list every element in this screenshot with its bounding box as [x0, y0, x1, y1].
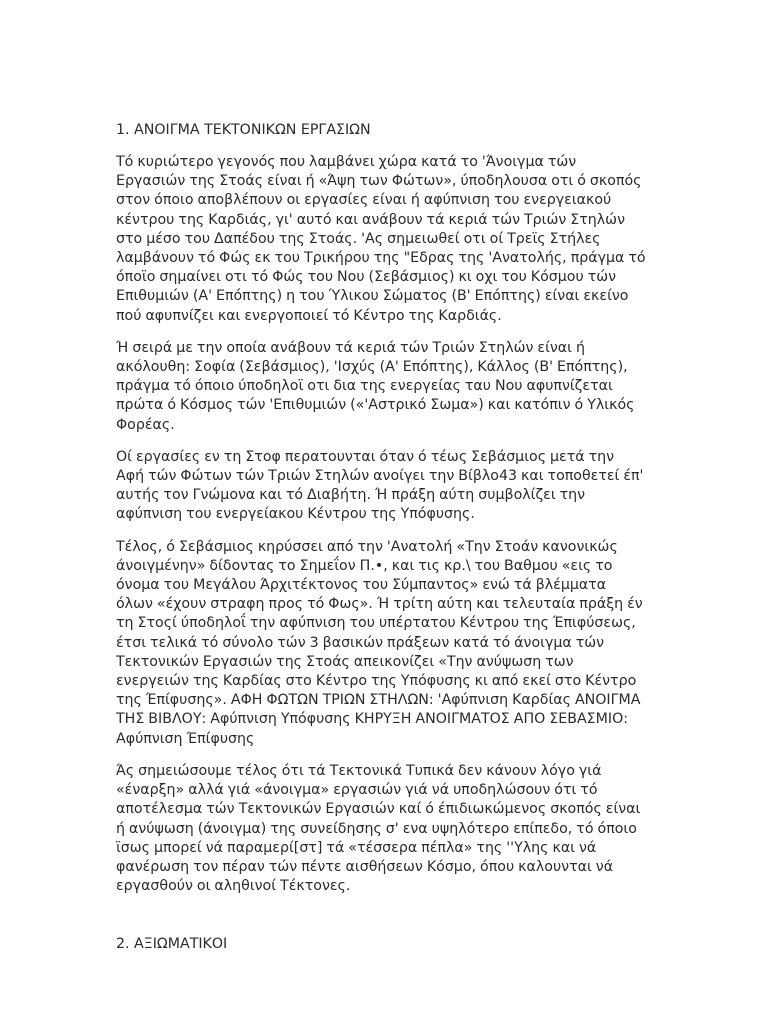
section-2-heading: 2. ΑΞΙΩΜΑΤΙΚΟΙ	[116, 936, 228, 952]
paragraph-4	[116, 538, 676, 749]
text-line: ϊσως μπορεί νά παραμερί[στ] τά «τέσσερα πέπλα» της ''Υλης και νά	[116, 839, 597, 856]
paragraph-2	[116, 339, 676, 435]
text-line: όνομα του Μεγάλου Άρχιτέκτονος του Σύμπαντος» ενώ τά βλέμματα	[116, 577, 607, 594]
text-line: λαμβάνουν τό Φώς εκ του Τρικήρου της "Εδρας της 'Ανατολής, πράγμα τό	[116, 250, 646, 267]
text-line: πρώτα ό Κόσμος τών 'Επιθυμιών («'Αστρικό Σωμα») και κατόπιν ό Υλικός	[116, 397, 635, 414]
text-line: στον όποιο αποβλέπουν οι εργασίες είναι ή αφύπνιση του ενεργειακού	[116, 192, 612, 209]
section-1-heading: 1. ΑΝΟΙΓΜΑ ΤΕΚΤΟΝΙΚΩΝ ΕΡΓΑΣΙΩΝ	[116, 122, 371, 138]
document-body	[116, 121, 676, 909]
text-line: Φορέας.	[116, 416, 175, 433]
text-line: φανέρωση τον πέραν τών πέντε αισθήσεων Κόσμο, όπου καλουνται νά	[116, 858, 614, 875]
text-line: ΤΗΣ ΒΙΒΛΟΥ: Αφύπνιση Υπόφυσης ΚΗΡΥΞΗ ΑΝΟΙΓΜΑΤΟΣ ΑΠΟ ΣΕΒΑΣΜΙΟ:	[116, 711, 629, 728]
text-line: αποτέλεσμα τών Τεκτονικών Εργασιών καί ό έπιδιωκώμενος σκοπός είναι	[116, 801, 641, 818]
text-line: Αφύπνιση Έπίφυσης	[116, 730, 255, 747]
text-line: έτσι τελικά τό σύνολο τών 3 βασικών πράξεων κατά τό άνοιγμα τών	[116, 634, 605, 651]
text-line: ή ανύψωση (άνοιγμα) της συνείδησης σ' ενα υψηλότερο επίπεδο, τό όποιο	[116, 820, 637, 837]
text-line: Τέλος, ό Σεβάσμιος κηρύσσει από την 'Ανατολή «Την Στοάν κανονικώς	[116, 538, 618, 555]
text-line: «έναρξη» αλλά γιά «άνοιγμα» εργασιών γιά νά υποδηλώσουν ότι τό	[116, 782, 598, 799]
paragraph-5	[116, 762, 676, 896]
text-line: ενεργειών της Καρδίας στο Κέντρο της Υπόφυσης κι από εκεί στο Κέντρο	[116, 673, 637, 690]
text-line: Τεκτονικών Εργασιών της Στοάς απεικονίζει «Την ανύψωση των	[116, 653, 574, 670]
text-line: Άς σημειώσουμε τέλος ότι τά Τεκτονικά Τυπικά δεν κάνουν λόγο γιά	[116, 762, 602, 779]
text-line: στο μέσο του Δαπέδου της Στοάς. 'Ας σημειωθεί οτι οί Τρεϊς Στήλες	[116, 230, 601, 247]
text-line: της Έπίφυσης». ΑΦΗ ΦΩΤΩΝ ΤΡΙΩΝ ΣΤΗΛΩΝ: 'Αφύπνιση Καρδίας ΑΝΟΙΓΜΑ	[116, 692, 641, 709]
text-line: Τό κυριώτερο γεγονός που λαμβάνει χώρα κατά το 'Άνοιγμα τών	[116, 154, 577, 170]
paragraph-3	[116, 448, 676, 525]
text-line: ακόλουθη: Σοφία (Σεβάσμιος), 'Ισχύς (Α' Επόπτης), Κάλλος (Β' Επόπτης),	[116, 359, 628, 376]
paragraph-1	[116, 153, 676, 326]
text-line: κέντρου της Καρδιάς, γι' αυτό και ανάβουν τά κεριά τών Τριών Στηλών	[116, 211, 625, 228]
text-line: όλων «έχουν στραφη προς τό Φως». Ή τρίτη αύτη και τελευταία πράξη έν	[116, 596, 643, 613]
text-line: τη Στοςί ύποδηλοΐ την αφύπνιση του υπέρτατου Κέντρου της Έπιφύσεως,	[116, 615, 636, 632]
text-line: εργασθούν οι αληθινοί Τέκτονες.	[116, 878, 351, 895]
text-line: άνοιγμένην» δίδοντας το Σημεΐον Π.•, και τις κρ.\ του Βαθμου «εις το	[116, 557, 613, 574]
text-line: όποϊο σημαίνει οτι τό Φώς του Νου (Σεβάσμιος) κι οχι του Κόσμου τών	[116, 269, 617, 286]
text-line: Επιθυμιών (Α' Επόπτης) η του Ύλικου Σώματος (Β' Επόπτης) είναι εκείνο	[116, 288, 629, 305]
text-line: Ή σειρά με την οποία ανάβουν τά κεριά τών Τριών Στηλών είναι ή	[116, 339, 585, 356]
text-line: πού αφυπνίζει και ενεργοποιεί τό Κέντρο της Καρδιάς.	[116, 307, 502, 324]
text-line: πράγμα τό όποιο ύποδηλοϊ οτι δια της ενεργείας ταυ Νου αφυπνίζεται	[116, 378, 613, 395]
text-line: αφύπνιση του ενεργείακου Κέντρου της Υπόφυσης.	[116, 506, 475, 523]
text-line: αυτής τον Γνώμονα και τό Διαβήτη. Ή πράξη αύτη συμβολίζει την	[116, 487, 586, 504]
text-line: Εργασιών της Στοάς είναι ή «Άψη των Φώτων», ύποδηλουσα οτι ό σκοπός	[116, 173, 642, 190]
text-line: Οί εργασίες εν τη Στοφ περατουνται όταν ό τέως Σεβάσμιος μετά την	[116, 448, 615, 465]
text-line: Αφή τών Φώτων τών Τριών Στηλών ανοίγει την Βίβλο43 και τοποθετεί έπ'	[116, 468, 644, 485]
